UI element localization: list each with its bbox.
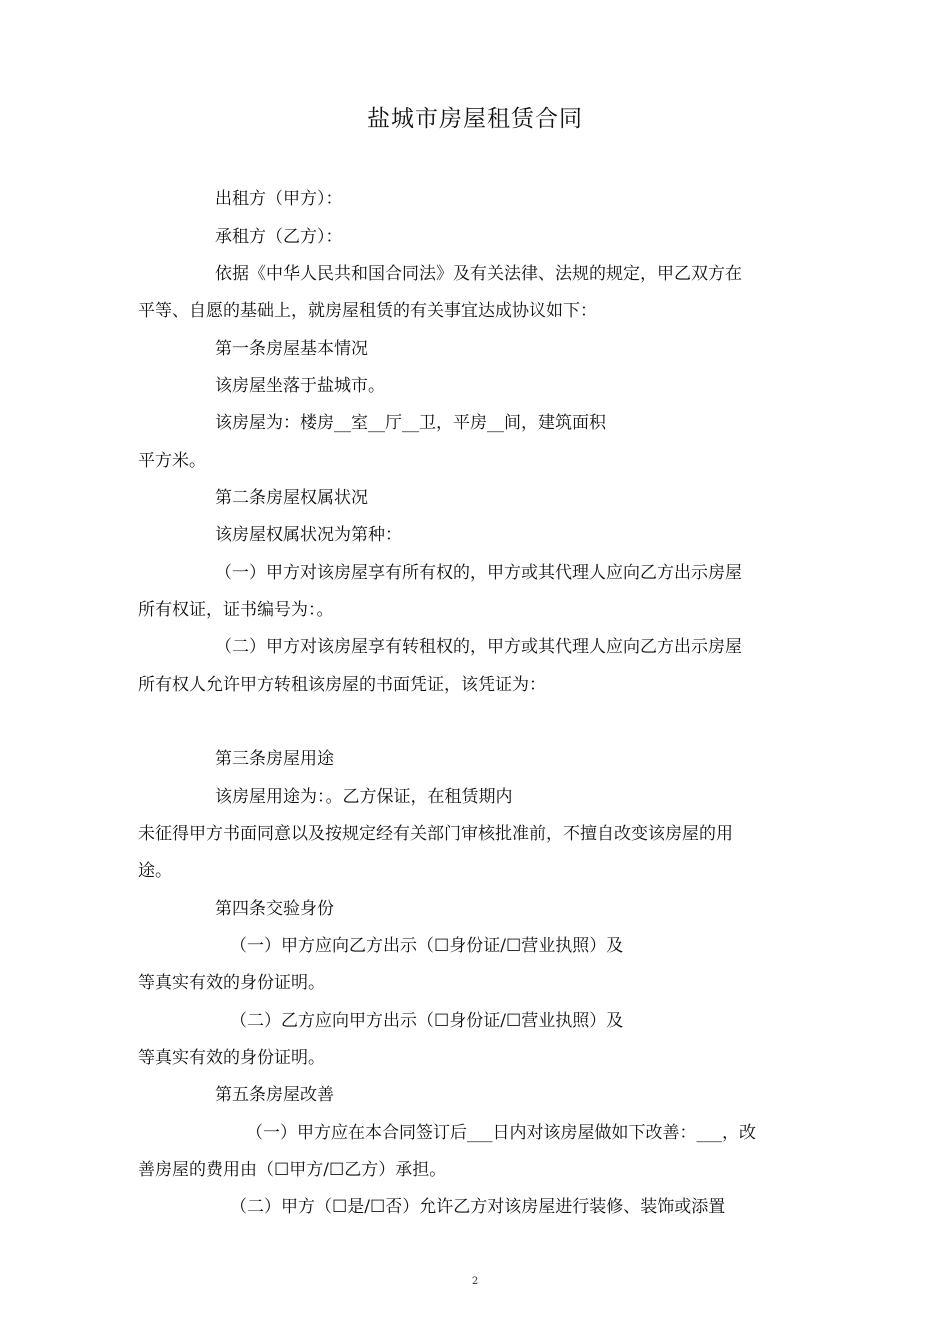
article-4-item-2-line-2: 等真实有效的身份证明。 (138, 1048, 325, 1068)
article-1-heading: 第一条房屋基本情况 (215, 339, 368, 359)
article-3-use-line-1: 该房屋用途为：。乙方保证，在租赁期内 (215, 787, 513, 807)
article-2-item-2-line-1: （二）甲方对该房屋享有转租权的，甲方或其代理人应向乙方出示房屋 (215, 637, 742, 657)
article-5-heading: 第五条房屋改善 (215, 1085, 334, 1105)
article-1-area: 平方米。 (138, 451, 206, 471)
article-2-heading: 第二条房屋权属状况 (215, 488, 368, 508)
article-4-item-2-line-1: （二）乙方应向甲方出示（☐身份证/☐营业执照）及 (230, 1011, 624, 1031)
article-2-item-1-line-1: （一）甲方对该房屋享有所有权的，甲方或其代理人应向乙方出示房屋 (215, 563, 742, 583)
article-5-item-2-line-1: （二）甲方（☐是/☐否）允许乙方对该房屋进行装修、装饰或添置 (230, 1197, 726, 1217)
article-4-item-1-line-1: （一）甲方应向乙方出示（☐身份证/☐营业执照）及 (230, 936, 624, 956)
article-4-heading: 第四条交验身份 (215, 899, 334, 919)
article-2-item-1-line-2: 所有权证，证书编号为：。 (138, 600, 334, 620)
preamble-line-1: 依据《中华人民共和国合同法》及有关法律、法规的规定，甲乙双方在 (215, 264, 742, 284)
article-1-layout: 该房屋为：楼房__室__厅__卫，平房__间，建筑面积 (215, 413, 606, 433)
lessee-line: 承租方（乙方）： (215, 227, 343, 247)
lessor-line: 出租方（甲方）： (215, 189, 343, 209)
article-4-item-1-line-2: 等真实有效的身份证明。 (138, 973, 325, 993)
page-number: 2 (471, 1276, 479, 1287)
article-5-item-1-line-1: （一）甲方应在本合同签订后___日内对该房屋做如下改善：___，改 (246, 1123, 756, 1143)
article-5-item-1-line-2: 善房屋的费用由（☐甲方/☐乙方）承担。 (138, 1160, 447, 1180)
document-title: 盐城市房屋租赁合同 (367, 106, 583, 132)
article-1-location: 该房屋坐落于盐城市。 (215, 376, 385, 396)
article-3-use-line-3: 途。 (138, 861, 172, 881)
article-2-status: 该房屋权属状况为第种： (215, 525, 402, 545)
article-3-use-line-2: 未征得甲方书面同意以及按规定经有关部门审核批准前，不擅自改变该房屋的用 (138, 824, 733, 844)
article-2-item-2-line-2: 所有权人允许甲方转租该房屋的书面凭证，该凭证为： (138, 675, 546, 695)
article-3-heading: 第三条房屋用途 (215, 749, 334, 769)
preamble-line-2: 平等、自愿的基础上，就房屋租赁的有关事宜达成协议如下： (138, 301, 597, 321)
